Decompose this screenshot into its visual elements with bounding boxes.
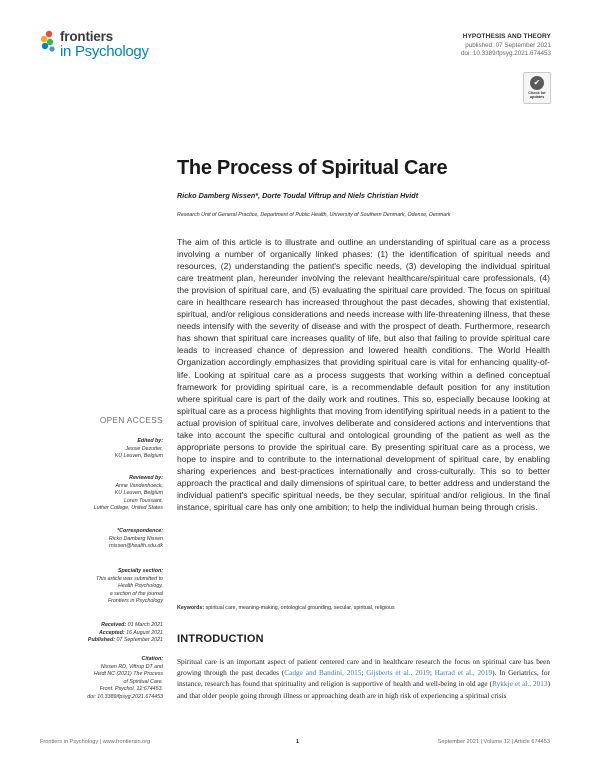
affiliation: Research Unit of General Practice, Department of Public Health, University of Southern Denmark, Odense, Denmark — [177, 212, 451, 218]
edited-by: Edited by: Jessie Dezutter, KU Leuven, Belgium — [114, 438, 163, 460]
keywords — [177, 605, 550, 611]
journal-logo — [40, 26, 170, 62]
logo-word-frontiers: frontiers — [60, 29, 113, 44]
citation-link[interactable]: Gijsberts et al., 2019 — [366, 668, 430, 678]
article-title: The Process of Spiritual Care — [177, 157, 448, 179]
reviewed-by: Reviewed by: Anne Vandenhoeck, KU Leuven, Belgium Loren Toussaint, Luther College, United States — [93, 475, 163, 512]
published-date: published: 07 September 2021 — [465, 41, 551, 49]
article-meta-header — [461, 33, 551, 59]
citation-link[interactable]: Rykkje et al., 2013 — [492, 679, 548, 689]
page-number: 1 — [296, 739, 300, 745]
abstract: The aim of this article is to illustrate and outline an understanding of spiritual care as a process involving a number of organically linked phases: (1) the identification of spiritual needs and resources, (2) understanding the patient's specific needs, (3) developing the individual spiritual care treatment plan, hereunder involving the relevant healthcare/spiritual care professionals, (4) the provision of spiritual care, and (5) evaluating the spiritual care provided. The focus on spiritual care in healthcare research has increased throughout the past decades, showing that existential, spiritual, and/or religious considerations and needs increase with life-threatening illness, that these needs intensify with the severity of disease and with the prospect of death. Furthermore, research has shown that spiritual care increases quality of life, but also that failing to provide spiritual care leads to increased chance of depression and lowered health conditions. The World Health Organization accordingly emphasizes that providing spiritual care is vital for enhancing quality-of-life. Looking at spiritual care as a process suggests that working within a defined conceptual framework for providing spiritual care, is a recommendable default position for any institution where spiritual care is part of the daily work and routines. This so, especially because looking at spiritual care as a process highlights that moving from identifying spiritual needs in a patient to the actual provision of spiritual care, involves deliberate and considered actions and interventions that take into account the specific cultural and ontological grounding of the patient as well as the appropriate persons to provide the spiritual care. By presenting spiritual care as a process, we hope to inspire and to contribute to the international development of spiritual care, by enabling sharing experiences and best-practices internationally and cross-culturally. This so to better approach the practical and daily dimensions of spiritual care, to better address and understand the individual patient's specific spiritual needs, be they secular, spiritual and/or religious. In the final instance, spiritual care has only one ambition; to help the individual human being through crisis. — [177, 237, 550, 513]
article-type: HYPOTHESIS AND THEORY — [462, 33, 551, 40]
footer-issue-info: September 2021 | Volume 12 | Article 674453 — [437, 739, 550, 745]
section-heading-introduction: INTRODUCTION — [177, 633, 264, 645]
check-for-updates-badge[interactable]: ✔ Check for updates — [523, 72, 551, 104]
doi-link[interactable]: doi: 10.3389/fpsyg.2021.674453 — [461, 50, 551, 58]
logo-word-journal: in Psychology — [60, 43, 149, 60]
correspondence: *Correspondence: Ricko Damberg Nissen rnissen@health.sdu.dk — [108, 528, 163, 550]
citation-link[interactable]: Harrad et al., 2019 — [434, 668, 493, 678]
citation: Citation: Nissen RD, Viftrup DT and Hvidt NC (2021) The Process of Spiritual Care. Front. Psychol. 12:674453. doi: 10.3389/fpsyg.2021.674453 — [87, 656, 163, 700]
author-list: Ricko Damberg Nissen*, Dorte Toudal Viftrup and Niels Christian Hvidt — [177, 191, 419, 200]
introduction-paragraph: Spiritual care is an important aspect of patient centered care and in healthcare research the focus on spiritual care has been growing through the past decades (Cadge and Bandini, 2015; Gijsberts et al., 2019; Harrad et al., 2019). In Geriatrics, for instance, research has found that spirituality and religion is supportive of health and well-being in old age (Rykkje et al., 2013) and that older people going through illness or approaching death are in high risk of experiencing a spiritual crisis — [177, 657, 550, 700]
publication-dates: Received: 01 March 2021 Accepted: 16 August 2021 Published: 07 September 2021 — [87, 622, 163, 644]
specialty-section: Specialty section: This article was submitted to Health Psychology, a section of the journal Frontiers in Psychology — [96, 568, 163, 605]
correspondence-email[interactable]: rnissen@health.sdu.dk — [109, 543, 163, 550]
open-access-label: OPEN ACCESS — [99, 416, 163, 425]
citation-link[interactable]: Cadge and Bandini, 2015 — [284, 668, 362, 678]
check-updates-icon: ✔ — [530, 76, 544, 90]
keywords-list: spiritual care, meaning-making, ontological grounding, secular, spiritual, religious — [205, 605, 395, 611]
footer-journal-link[interactable]: Frontiers in Psychology | www.frontiersin.org — [40, 739, 151, 745]
keywords-label: Keywords: — [177, 605, 205, 611]
